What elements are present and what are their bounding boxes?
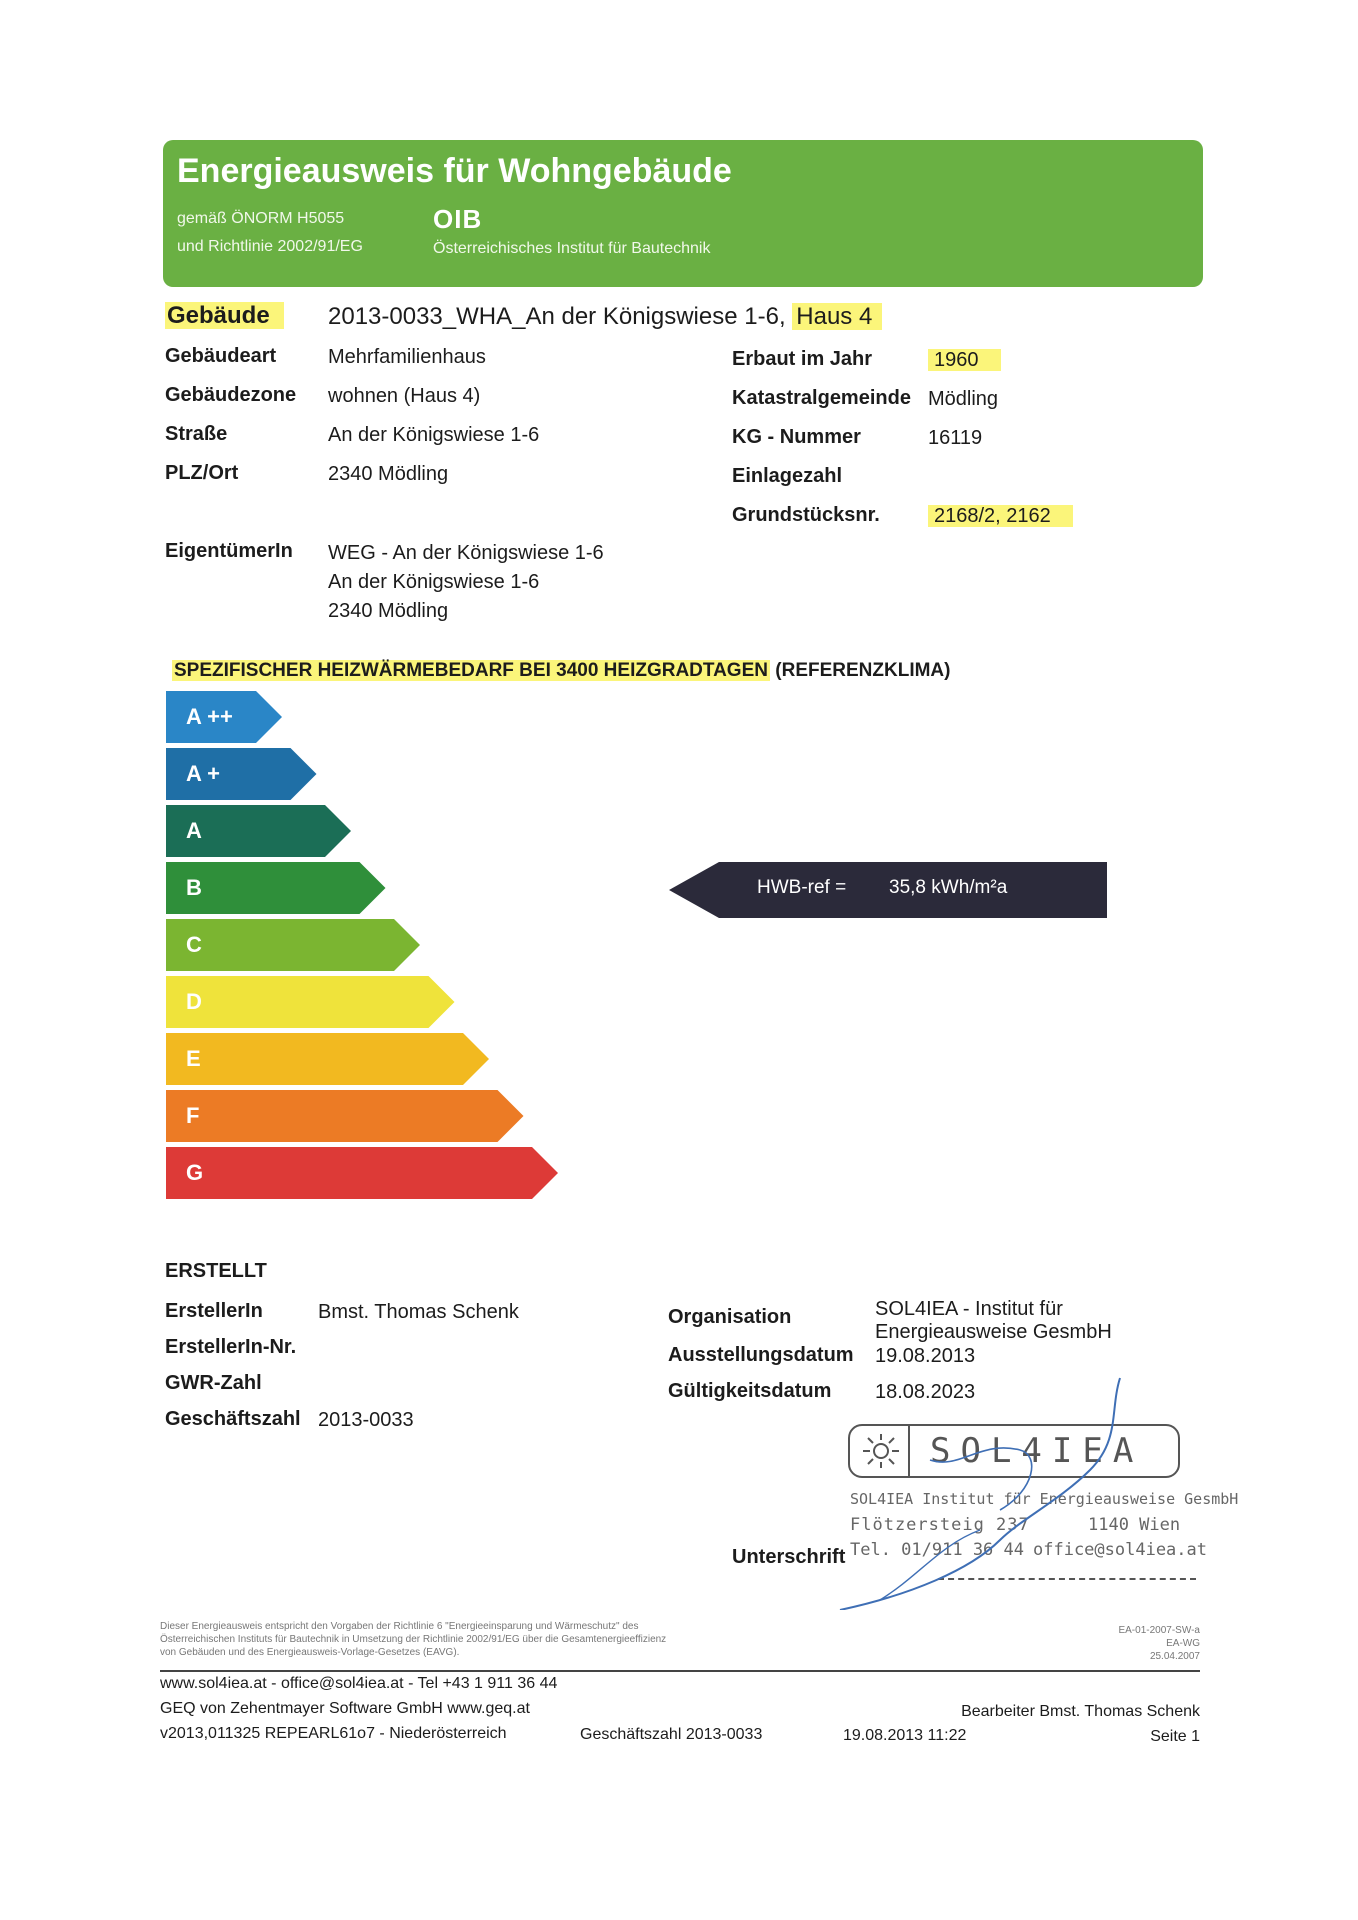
rating-title: SPEZIFISCHER HEIZWÄRMEBEDARF BEI 3400 HEIZGRADTAGEN (REFERENZKLIMA) (174, 660, 951, 681)
organisation-value-line-2: Energieausweise GesmbH (875, 1321, 1112, 1343)
field-label: Straße (165, 423, 228, 445)
valid-date-label: Gültigkeitsdatum (668, 1380, 832, 1402)
signature-handwriting (820, 1370, 1140, 1610)
hwb-label: HWB-ref = (757, 877, 847, 898)
field-value: Mehrfamilienhaus (328, 346, 486, 368)
field-label: Gebäudezone (165, 384, 297, 406)
footer-divider (160, 1670, 1200, 1672)
owner-label: EigentümerIn (165, 540, 293, 562)
valid-date-value: 18.08.2023 (875, 1381, 976, 1403)
hwb-value: 35,8 kWh/m²a (889, 877, 1008, 898)
disclaimer-line: Österreichischen Instituts für Bautechnik in Umsetzung der Richtlinie 2002/91/EG über die Gesamtenergieeffizienz (160, 1634, 667, 1645)
energy-class-label: G (186, 1160, 204, 1185)
energy-class-label-box (166, 976, 429, 1028)
issue-date-value: 19.08.2013 (875, 1345, 976, 1367)
norm-line-2: und Richtlinie 2002/91/EG (177, 238, 363, 255)
document-title: Energieausweis für Wohngebäude (177, 152, 732, 190)
form-ref-line: EA-WG (1166, 1638, 1200, 1649)
footer-datetime: 19.08.2013 11:22 (843, 1727, 967, 1744)
footer-case-number: Geschäftszahl 2013-0033 (580, 1726, 763, 1743)
stamp-street: Flötzersteig 237 (850, 1515, 1030, 1535)
energy-class-label-box (166, 805, 325, 857)
field-label: Einlagezahl (732, 465, 843, 487)
energy-class-label: A (186, 818, 202, 843)
field-label: PLZ/Ort (165, 462, 239, 484)
energy-class-label: B (186, 875, 202, 900)
field-value: Mödling (928, 388, 999, 410)
building-label: Gebäude (165, 302, 284, 330)
oib-name: Österreichisches Institut für Bautechnik (433, 240, 711, 257)
field-value: 2340 Mödling (328, 463, 449, 485)
stamp-email: office@sol4iea.at (1033, 1540, 1207, 1560)
footer-contact: www.sol4iea.at - office@sol4iea.at - Tel +43 1 911 36 44 (160, 1675, 558, 1692)
owner-line: An der Königswiese 1-6 (328, 571, 540, 593)
field-label: GWR-Zahl (165, 1372, 262, 1394)
disclaimer-line: Dieser Energieausweis entspricht den Vorgaben der Richtlinie 6 "Energieeinsparung und Wärmeschutz" des (160, 1621, 639, 1632)
field-value: wohnen (Haus 4) (328, 385, 481, 407)
field-value: 16119 (928, 427, 983, 449)
field-label: Gebäudeart (165, 345, 277, 367)
stamp-city: 1140 Wien (1088, 1515, 1181, 1535)
energy-class-label-box (166, 1147, 532, 1199)
form-ref-line: 25.04.2007 (1149, 1651, 1200, 1662)
stamp-logo-text: SOL4IEA (930, 1431, 1144, 1471)
field-label: ErstellerIn-Nr. (165, 1336, 297, 1358)
field-value: 2013-0033 (318, 1409, 414, 1431)
field-label: Geschäftszahl (165, 1408, 301, 1430)
footer-editor: Bearbeiter Bmst. Thomas Schenk (961, 1703, 1200, 1720)
field-label: Katastralgemeinde (732, 387, 911, 409)
stamp-phone: Tel. 01/911 36 44 (850, 1540, 1024, 1560)
energy-class-label: C (186, 932, 202, 957)
energy-class-label-box (166, 862, 360, 914)
footer-page-number: Seite 1 (1150, 1728, 1200, 1745)
field-label: KG - Nummer (732, 426, 861, 448)
building-name: 2013-0033_WHA_An der Königswiese 1-6, Haus 4 (328, 303, 882, 331)
field-value: An der Königswiese 1-6 (328, 424, 540, 446)
field-value: 1960 (928, 349, 1001, 372)
footer-version: v2013,011325 REPEARL61o7 - Niederösterreich (160, 1725, 507, 1742)
energy-class-label: D (186, 989, 202, 1014)
oib-logo: OIB (433, 204, 483, 234)
form-ref-line: EA-01-2007-SW-a (1118, 1625, 1200, 1636)
signature-label: Unterschrift (732, 1546, 846, 1568)
created-title: ERSTELLT (165, 1260, 267, 1282)
organisation-value-line-1: SOL4IEA - Institut für (875, 1298, 1063, 1320)
field-value: Bmst. Thomas Schenk (318, 1301, 519, 1323)
field-label: Grundstücksnr. (732, 504, 880, 526)
norm-line-1: gemäß ÖNORM H5055 (177, 210, 345, 227)
energy-class-label-box (166, 1033, 463, 1085)
organisation-label: Organisation (668, 1306, 792, 1328)
energy-class-label: F (186, 1103, 200, 1128)
field-value: 2168/2, 2162 (928, 505, 1073, 528)
energy-class-label: A ++ (186, 704, 233, 729)
energy-class-label-box (166, 691, 256, 743)
owner-line: WEG - An der Königswiese 1-6 (328, 542, 604, 564)
field-label: ErstellerIn (165, 1300, 263, 1322)
footer-software: GEQ von Zehentmayer Software GmbH www.geq.at (160, 1700, 530, 1717)
issue-date-label: Ausstellungsdatum (668, 1344, 854, 1366)
energy-class-label-box (166, 1090, 498, 1142)
disclaimer-line: von Gebäuden und des Energieausweis-Vorlage-Gesetzes (EAVG). (160, 1647, 460, 1658)
stamp-line-1: SOL4IEA Institut für Energieausweise GesmbH (850, 1490, 1239, 1508)
energy-class-label: E (186, 1046, 201, 1071)
field-label: Erbaut im Jahr (732, 348, 873, 370)
energy-class-label-box (166, 748, 291, 800)
energy-class-label: A + (186, 761, 221, 786)
energy-class-label-box (166, 919, 394, 971)
owner-line: 2340 Mödling (328, 600, 449, 622)
hwb-arrow-labels (669, 862, 1107, 918)
header-banner (163, 140, 1203, 287)
